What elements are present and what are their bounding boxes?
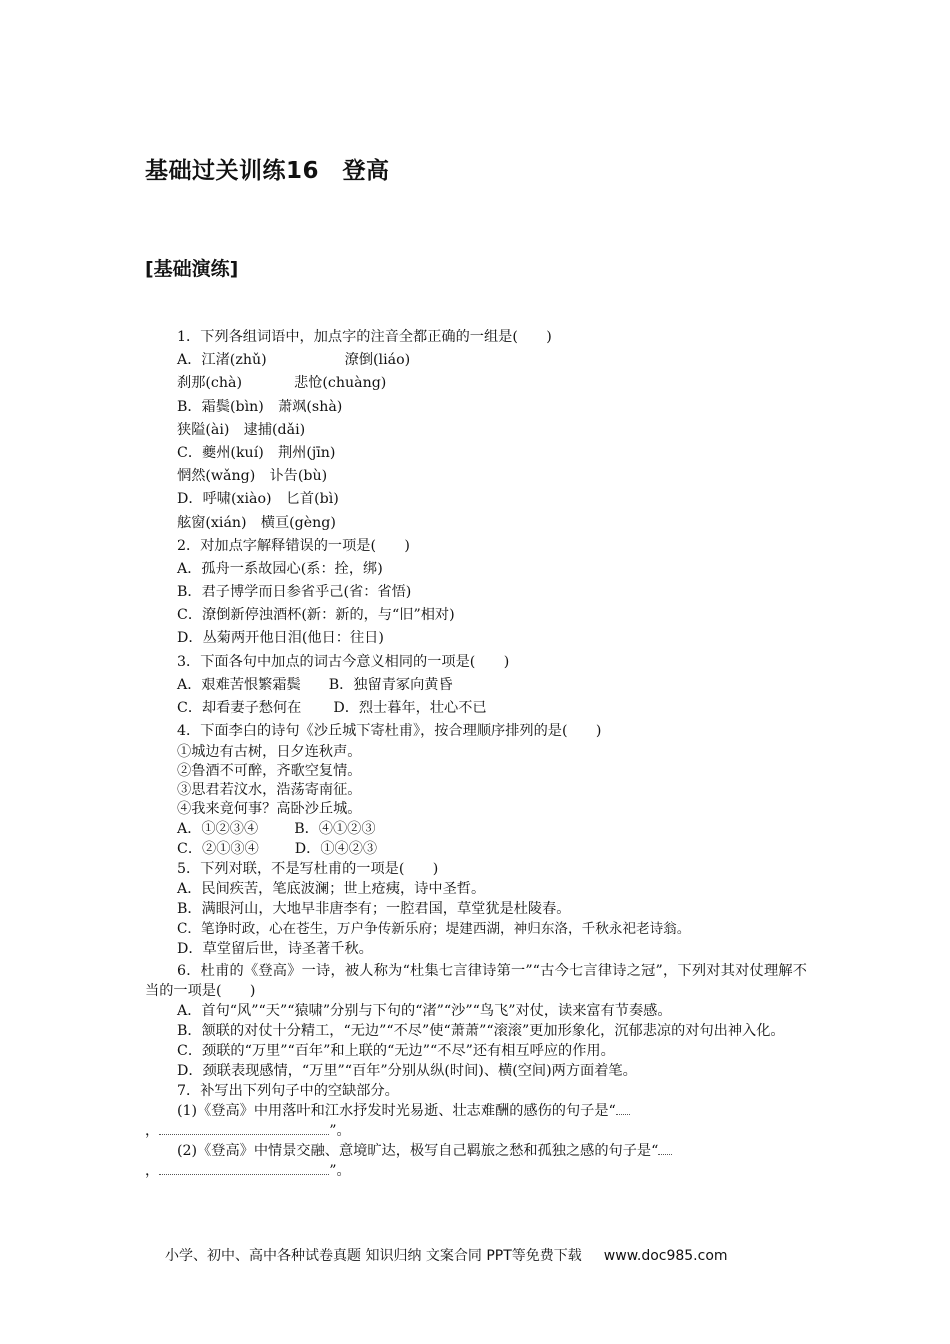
q6-option-c: C．颈联的“万里”“百年”和上联的“无边”“不尽”还有相互呼应的作用。 — [177, 1043, 615, 1060]
q1-a2: 潦倒(liáo) — [344, 352, 411, 369]
q4-option-d: D．①④②③ — [294, 841, 378, 858]
q2-option-c: C．潦倒新停浊酒杯(新：新的，与“旧”相对) — [177, 607, 455, 624]
q1-d1: D．呼啸(xiào) 匕首(bì) — [177, 491, 339, 508]
q5-option-a: A．民间疾苦，笔底波澜；世上疮痍，诗中圣哲。 — [177, 881, 486, 898]
q4-row2 — [177, 839, 807, 859]
q6-option-b: B．颔联的对仗十分精工，“无边”“不尽”使“萧萧”“滚滚”更加形象化，沉郁悲凉的对句出神入化。 — [177, 1023, 785, 1040]
q3-option-d: D．烈士暮年，壮心不已 — [333, 700, 487, 716]
q6-option-d: D．颈联表现感情，“万里”“百年”分别从纵(时间)、横(空间)两方面着笔。 — [177, 1063, 637, 1080]
q1-option-a-line — [177, 349, 807, 372]
q7-stem: 7．补写出下列句子中的空缺部分。 — [177, 1083, 399, 1100]
q3-option-c: C．却看妻子愁何在 — [177, 700, 302, 716]
q1-a1: A．江渚(zhǔ) — [177, 352, 267, 369]
q5-option-b: B．满眼河山，大地早非唐李有；一腔君国，草堂犹是杜陵春。 — [177, 901, 571, 918]
q1-b1: B．霜鬓(bìn) 萧飒(shà) — [177, 398, 343, 415]
q1-stem: 1．下列各组词语中，加点字的注音全都正确的一组是( ) — [177, 329, 552, 345]
q4-line-2: ②鲁酒不可醉，齐歌空复情。 — [177, 763, 362, 780]
q1-a3: 刹那(chà) — [177, 375, 242, 392]
q7-part-2 — [145, 1141, 807, 1181]
q1-d2: 舷窗(xián) 横亘(gèng) — [177, 514, 336, 531]
q2-option-d: D．丛菊两开他日泪(他日：往日) — [177, 630, 384, 647]
q1-a4: 悲怆(chuàng) — [294, 375, 387, 392]
q5-option-d: D．草堂留后世，诗圣著千秋。 — [177, 941, 373, 958]
q7-part-1 — [145, 1101, 807, 1141]
q7-end-2: ”。 — [329, 1163, 351, 1180]
q3-option-b: B．独留青冢向黄昏 — [328, 676, 453, 693]
q4-line-1: ①城边有古树，日夕连秋声。 — [177, 744, 362, 761]
q7-comma-2: ， — [145, 1163, 160, 1180]
q1-option-a-line2 — [177, 372, 807, 395]
q3-option-a: A．艰难苦恨繁霜鬓 — [177, 676, 301, 693]
section-heading: [基础演练] — [145, 258, 239, 280]
q4-line-3: ③思君若汶水，浩荡寄南征。 — [177, 782, 362, 799]
q5-option-c: C．笔诤时政，心在苍生，万户争传新乐府；堤建西湖，神归东洛，千秋永祀老诗翁。 — [177, 921, 691, 938]
q1-c2: 惘然(wǎng) 讣告(bù) — [177, 468, 328, 485]
q3-row2 — [177, 697, 807, 720]
q7-prompt-1: (1)《登高》中用落叶和江水抒发时光易逝、壮志难酬的感伤的句子是“ — [177, 1103, 616, 1120]
q5-stem: 5．下列对联，不是写杜甫的一项是( ) — [177, 861, 439, 878]
q4-row1 — [177, 819, 807, 839]
q7-blank-1b[interactable] — [159, 1122, 329, 1135]
q1-b2: 狭隘(ài) 逮捕(dǎi) — [177, 421, 306, 438]
page-title: 基础过关训练16 登高 — [145, 158, 390, 184]
q3-stem: 3．下面各句中加点的词古今意义相同的一项是( ) — [177, 653, 510, 670]
q3-row1 — [177, 674, 807, 697]
q6-stem: 6．杜甫的《登高》一诗，被人称为“杜集七言律诗第一”“古今七言律诗之冠”，下列对其对仗理解不当的一项是( ) — [145, 963, 807, 1000]
q2-option-b: B．君子博学而日参省乎己(省：省悟) — [177, 584, 412, 601]
q6-option-a: A．首句“风”“天”“猿啸”分别与下句的“渚”“沙”“鸟飞”对仗，读来富有节奏感。 — [177, 1003, 672, 1020]
q7-end-1: ”。 — [329, 1123, 351, 1140]
q7-blank-2b[interactable] — [159, 1162, 329, 1175]
q7-comma-1: ， — [145, 1123, 160, 1140]
question-list — [145, 326, 807, 1181]
q4-option-a: A．①②③④ — [177, 821, 259, 838]
q2-option-a: A．孤舟一系故园心(系：拴，绑) — [177, 560, 383, 577]
q1-c1: C．夔州(kuí) 荆州(jīn) — [177, 444, 336, 461]
q4-option-c: C．②①③④ — [177, 841, 259, 858]
q7-blank-2a[interactable] — [658, 1142, 672, 1155]
footer — [165, 1245, 728, 1265]
q7-prompt-2: (2)《登高》中情景交融、意境旷达，极写自己羁旅之愁和孤独之感的句子是“ — [177, 1143, 659, 1160]
footer-text: 小学、初中、高中各种试卷真题 知识归纳 文案合同 PPT等免费下载 — [165, 1248, 582, 1264]
q4-option-b: B．④①②③ — [294, 821, 376, 838]
q7-blank-1a[interactable] — [616, 1102, 630, 1115]
footer-site-link[interactable]: www.doc985.com — [603, 1248, 728, 1264]
q4-stem: 4．下面李白的诗句《沙丘城下寄杜甫》，按合理顺序排列的是( ) — [177, 723, 602, 740]
q4-line-4: ④我来竟何事？高卧沙丘城。 — [177, 801, 362, 818]
q2-stem: 2．对加点字解释错误的一项是( ) — [177, 537, 410, 554]
